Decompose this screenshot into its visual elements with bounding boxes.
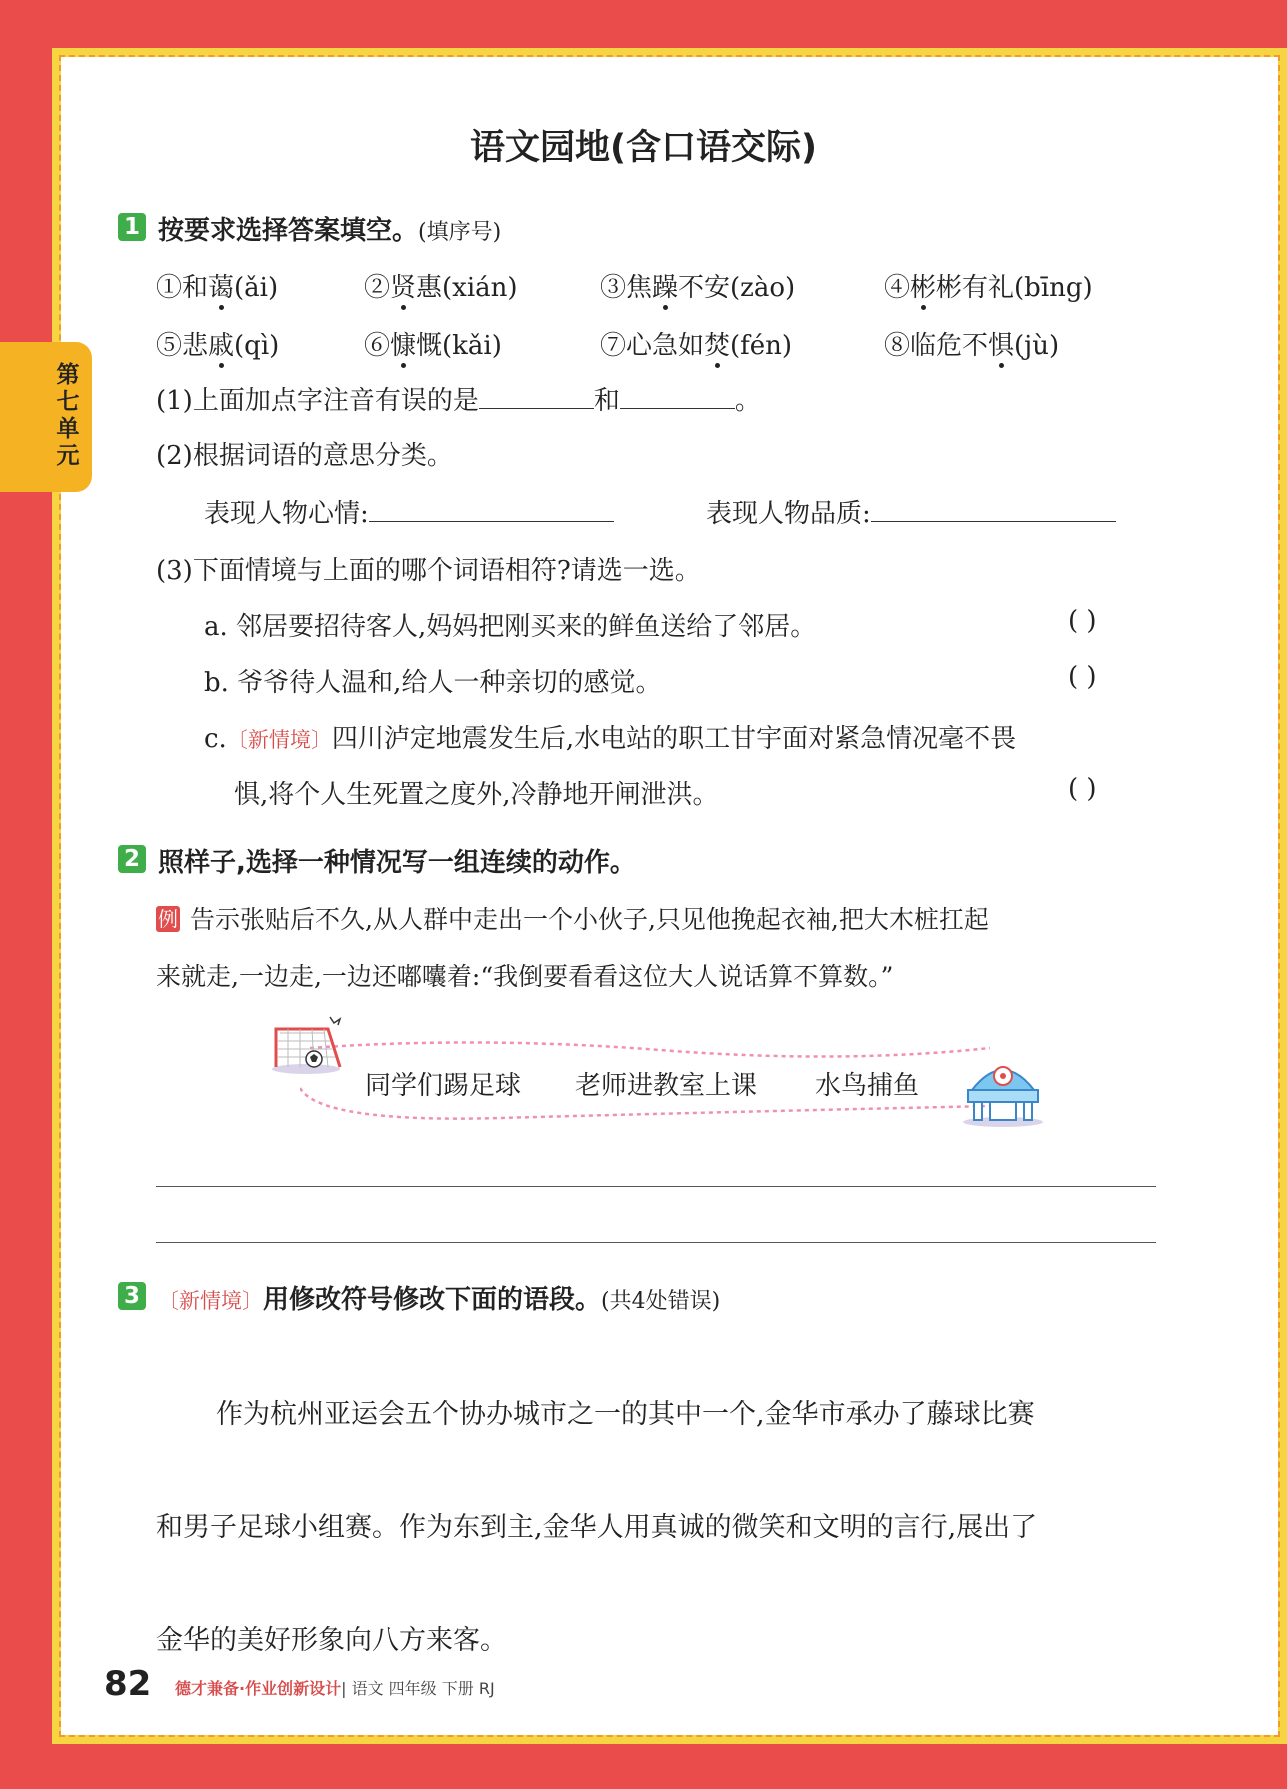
quality-category [706, 493, 1116, 530]
question-3-number: 3 [118, 1282, 146, 1310]
sub-question-1-text: (1)上面加点字注音有误的是 [156, 386, 479, 416]
unit-tab-label: 第七单元 [56, 362, 80, 469]
option-c-line-2: 惧,将个人生死置之度外,冷静地开闸泄洪。 [234, 780, 719, 810]
example-line-2: 来就走,一边走,一边还嘟囔着:“我倒要看看这位大人说话算不算数。” [156, 962, 894, 991]
vocab-word-3-post: 不安(zào) [678, 273, 796, 303]
vocab-word-6-pre: ⑥ [364, 331, 391, 361]
vocab-word-3 [600, 267, 795, 304]
vocab-word-5 [156, 325, 279, 362]
vocab-word-5-post: (qì) [234, 331, 280, 361]
quality-answer-blank[interactable] [871, 499, 1116, 522]
quality-category-label: 表现人物品质: [706, 499, 871, 529]
unit-tab [0, 342, 92, 492]
option-b: b. 爷爷待人温和,给人一种亲切的感觉。 [204, 668, 662, 698]
vocab-word-7 [600, 325, 792, 362]
vocab-word-6-dot: 慷 [390, 331, 417, 361]
vocab-word-5-dot: 戚 [208, 331, 235, 361]
option-c-prefix: c. [204, 724, 227, 754]
question-1-prompt-text: 按要求选择答案填空。 [158, 216, 419, 246]
option-c-answer-paren[interactable]: ( ) [1068, 774, 1097, 804]
vocab-word-8-pre: ⑧临危不 [884, 331, 989, 361]
soccer-goal-icon [268, 1015, 348, 1075]
vocab-word-3-pre: ③焦 [600, 273, 653, 303]
answer-blank-1[interactable] [479, 386, 594, 409]
option-c-text-1: 四川泸定地震发生后,水电站的职工甘宇面对紧急情况毫不畏 [331, 724, 1017, 754]
example-line-1 [156, 900, 989, 936]
mood-category [204, 493, 614, 530]
answer-blank-2[interactable] [620, 386, 735, 409]
vocab-word-4-dot: 彬 [910, 273, 937, 303]
vocab-word-2-post: 惠(xián) [416, 273, 518, 303]
passage-line-3: 金华的美好形象向八方来客。 [156, 1625, 507, 1656]
vocab-word-1-pre: ①和 [156, 273, 209, 303]
question-1-prompt [158, 210, 501, 247]
vocab-word-5-pre: ⑤悲 [156, 331, 209, 361]
footer-info: | 语文 四年级 下册 RJ [341, 1679, 495, 1698]
vocab-word-7-pre: ⑦心急如 [600, 331, 705, 361]
page-title: 语文园地(含口语交际) [470, 128, 817, 168]
option-c-line-1 [204, 718, 1016, 755]
footer-text [175, 1676, 495, 1699]
option-b-answer-paren[interactable]: ( ) [1068, 662, 1097, 692]
writing-line-1[interactable] [156, 1186, 1156, 1187]
scenario-option-2[interactable]: 老师进教室上课 [575, 1071, 758, 1101]
vocab-word-6 [364, 325, 502, 362]
question-3-prompt-text: 用修改符号修改下面的语段。 [263, 1285, 602, 1315]
question-2-number: 2 [118, 845, 146, 873]
question-2-prompt: 照样子,选择一种情况写一组连续的动作。 [158, 848, 636, 878]
question-1-number: 1 [118, 213, 146, 241]
mood-category-label: 表现人物心情: [204, 499, 369, 529]
scenario-option-1[interactable]: 同学们踢足球 [365, 1071, 522, 1101]
new-context-tag-3: 〔新情境〕 [158, 1289, 263, 1313]
vocab-word-1 [156, 267, 278, 304]
page-number: 82 [104, 1664, 152, 1704]
example-badge: 例 [158, 907, 178, 931]
vocab-word-2-dot: 贤 [390, 273, 417, 303]
vocab-word-8-post: (jù) [1014, 331, 1060, 361]
sub-question-3: (3)下面情境与上面的哪个词语相符?请选一选。 [156, 556, 701, 586]
writing-line-2[interactable] [156, 1242, 1156, 1243]
vocab-word-3-dot: 躁 [652, 273, 679, 303]
vocab-word-8 [884, 325, 1059, 362]
school-building-icon [958, 1052, 1048, 1128]
vocab-word-1-post: (ǎi) [234, 273, 279, 303]
vocab-word-2 [364, 267, 518, 304]
question-1-prompt-note: (填序号) [418, 220, 502, 245]
vocab-word-4 [884, 267, 1093, 304]
vocab-word-7-post: (fén) [730, 331, 793, 361]
scenario-option-3[interactable]: 水鸟捕鱼 [815, 1071, 920, 1101]
question-3-prompt-note: (共4处错误) [601, 1289, 721, 1314]
sub-question-2: (2)根据词语的意思分类。 [156, 441, 453, 471]
new-context-tag: 〔新情境〕 [226, 728, 332, 752]
sub-question-1 [156, 380, 761, 417]
vocab-word-1-dot: 蔼 [208, 273, 235, 303]
vocab-word-4-post: 彬有礼(bīng) [936, 273, 1093, 303]
vocab-word-2-pre: ② [364, 273, 391, 303]
example-text-1: 告示张贴后不久,从人群中走出一个小伙子,只见他挽起衣袖,把大木桩扛起 [190, 905, 989, 934]
option-a-answer-paren[interactable]: ( ) [1068, 606, 1097, 636]
vocab-word-6-post: 慨(kǎi) [416, 331, 502, 361]
sub-question-1-and: 和 [593, 386, 620, 416]
vocab-word-4-pre: ④ [884, 273, 911, 303]
passage-line-1: 作为杭州亚运会五个协办城市之一的其中一个,金华市承办了藤球比赛 [216, 1399, 1035, 1430]
vocab-word-7-dot: 焚 [704, 331, 731, 361]
vocab-word-8-dot: 惧 [988, 331, 1015, 361]
footer-series: 德才兼备·作业创新设计 [175, 1679, 342, 1698]
option-a: a. 邻居要招待客人,妈妈把刚买来的鲜鱼送给了邻居。 [204, 612, 817, 642]
mood-answer-blank[interactable] [369, 499, 614, 522]
sub-question-1-end: 。 [734, 386, 761, 416]
question-3-prompt [158, 1279, 720, 1316]
passage-line-2: 和男子足球小组赛。作为东到主,金华人用真诚的微笑和文明的言行,展出了 [156, 1512, 1038, 1543]
